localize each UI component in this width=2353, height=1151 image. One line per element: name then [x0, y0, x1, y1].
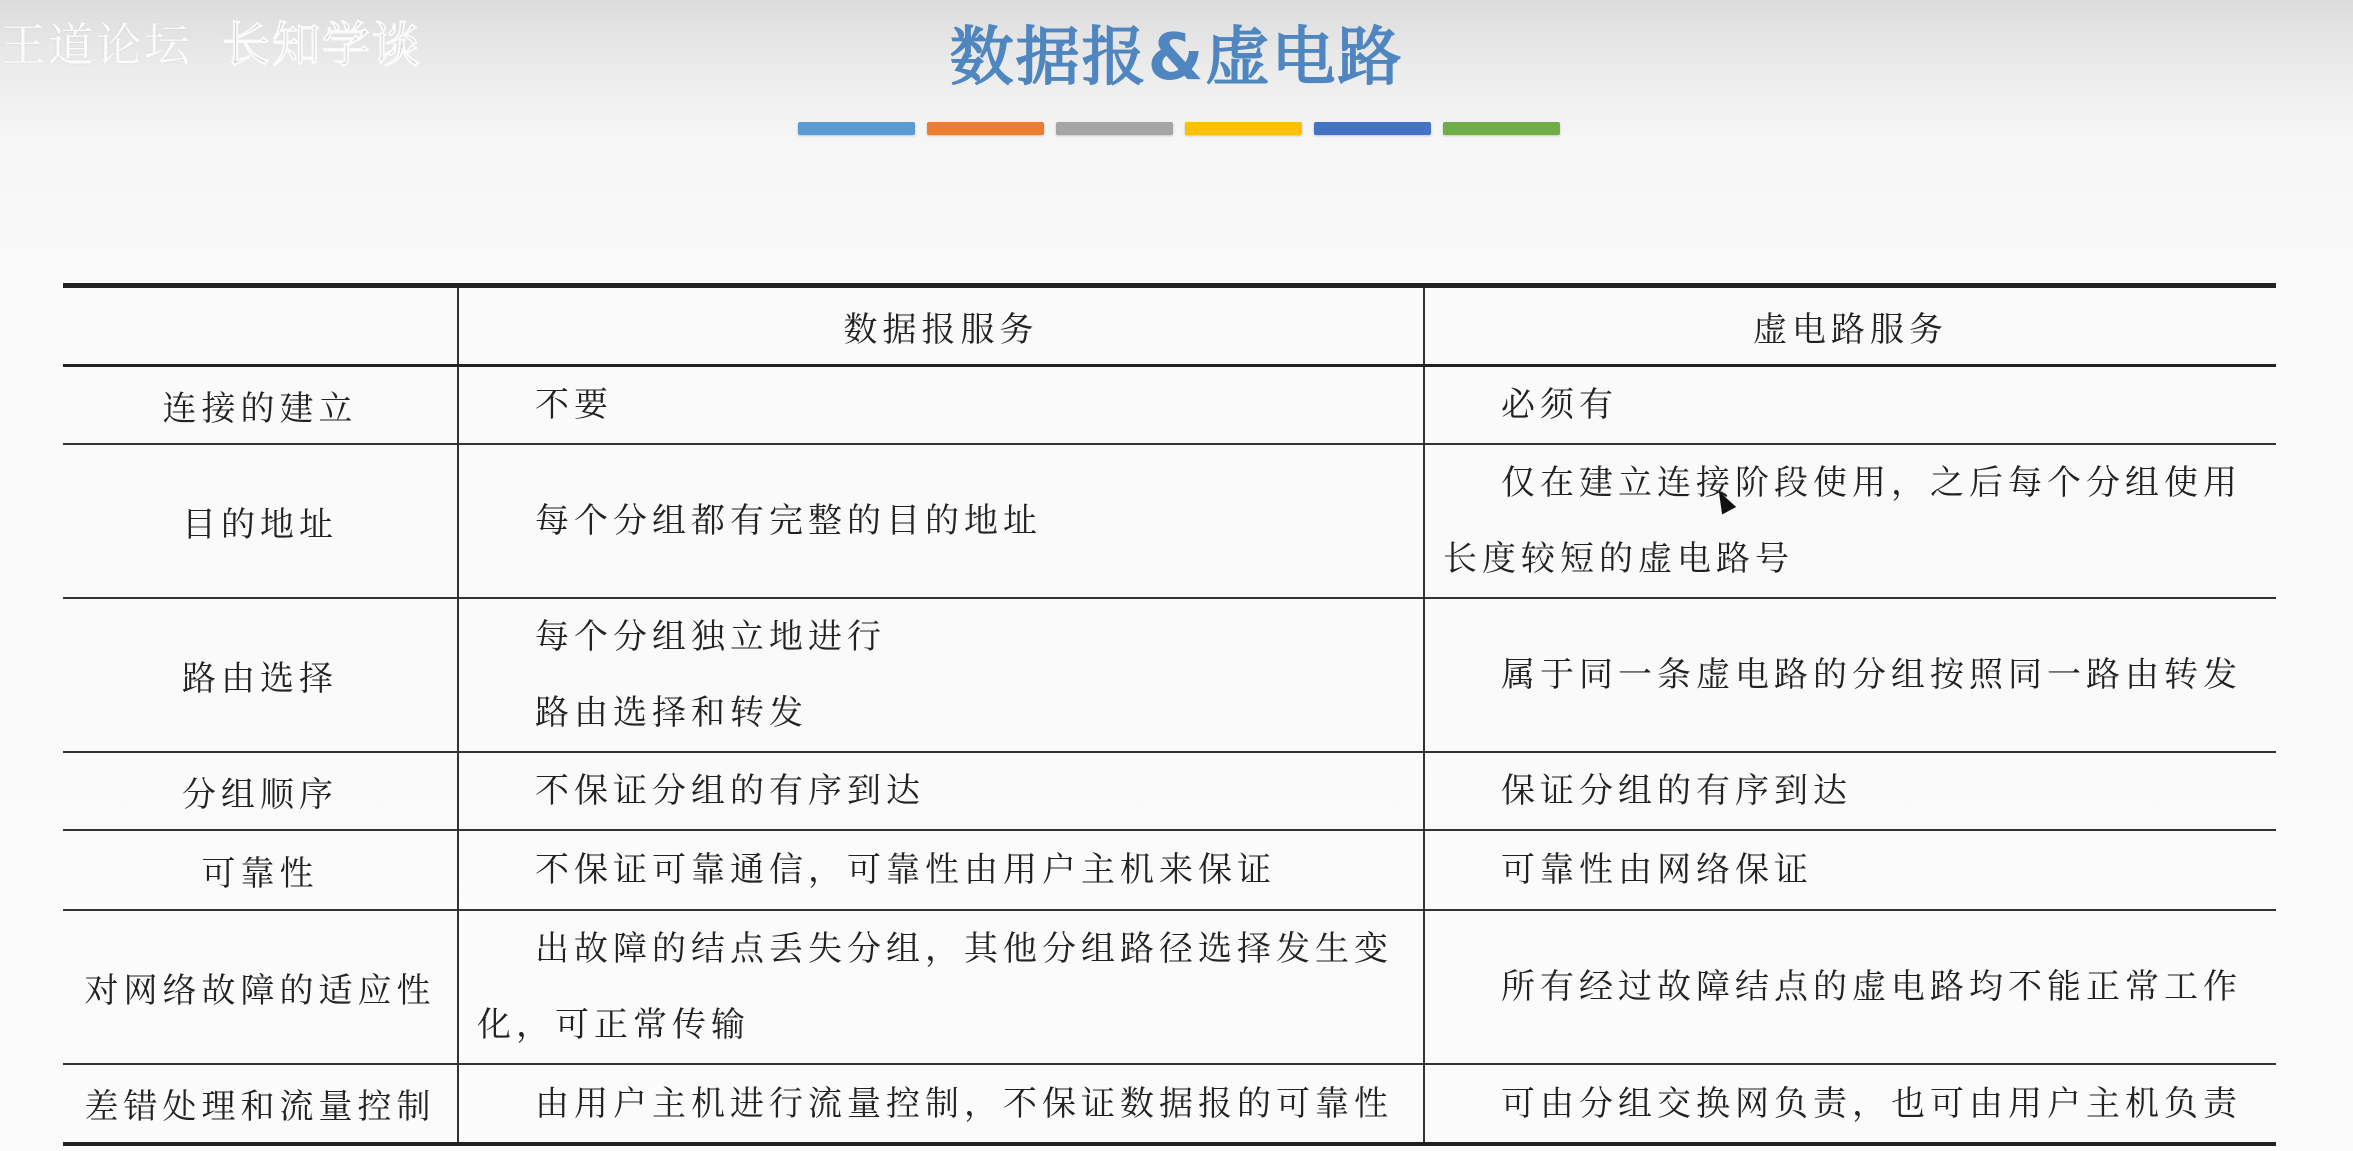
cell-line: 保证分组的有序到达	[1501, 771, 1852, 811]
row-label: 目的地址	[63, 444, 458, 598]
row-label: 分组顺序	[63, 752, 458, 830]
cell-line: 仅在建立连接阶段使用，之后每个分组使用	[1501, 463, 2242, 503]
table-row	[63, 830, 2276, 910]
cell-line: 不保证分组的有序到达	[535, 771, 925, 811]
table-row	[63, 444, 2276, 598]
virtual-circuit-cell	[1424, 366, 2276, 445]
row-label: 对网络故障的适应性	[63, 910, 458, 1064]
color-bar-segment	[1185, 122, 1302, 135]
cell-line: 路由选择和转发	[535, 693, 808, 733]
table-row	[63, 752, 2276, 830]
cell-line: 属于同一条虚电路的分组按照同一路由转发	[1501, 655, 2242, 695]
datagram-cell	[458, 910, 1424, 1064]
watermark-text: 王道论坛	[0, 18, 192, 72]
cell-line: 不保证可靠通信，可靠性由用户主机来保证	[535, 850, 1276, 890]
virtual-circuit-cell	[1424, 830, 2276, 910]
datagram-cell	[458, 444, 1424, 598]
virtual-circuit-cell	[1424, 444, 2276, 598]
table-row	[63, 910, 2276, 1064]
virtual-circuit-cell	[1424, 910, 2276, 1064]
color-bar-segment	[798, 122, 915, 135]
table-row	[63, 1064, 2276, 1144]
watermark-logo: 长知学谈	[222, 17, 423, 73]
datagram-cell	[458, 830, 1424, 910]
cell-line: 可由分组交换网负责，也可由用户主机负责	[1501, 1083, 2242, 1124]
page-title: 数据报&虚电路	[949, 21, 1404, 95]
color-bar-segment	[1314, 122, 1431, 135]
virtual-circuit-cell	[1424, 598, 2276, 752]
row-label: 连接的建立	[63, 366, 458, 445]
color-bar-segment	[927, 122, 1044, 135]
cell-line: 不要	[535, 385, 613, 425]
cell-line: 长度较短的虚电路号	[1443, 539, 1794, 579]
table-row	[63, 366, 2276, 445]
table-header-row	[63, 286, 2276, 366]
header-cell-virtual-circuit: 虚电路服务	[1424, 286, 2276, 366]
row-label: 可靠性	[63, 830, 458, 910]
cell-line: 出故障的结点丢失分组，其他分组路径选择发生变	[535, 929, 1393, 969]
comparison-table	[63, 283, 2276, 1146]
cell-line: 所有经过故障结点的虚电路均不能正常工作	[1501, 967, 2242, 1007]
cell-line: 每个分组独立地进行	[535, 617, 886, 657]
datagram-cell	[458, 752, 1424, 830]
row-label: 路由选择	[63, 598, 458, 752]
cell-line: 由用户主机进行流量控制，不保证数据报的可靠性	[535, 1083, 1393, 1124]
table-row	[63, 598, 2276, 752]
datagram-cell	[458, 1064, 1424, 1144]
header-cell-datagram: 数据报服务	[458, 286, 1424, 366]
cell-line: 化，可正常传输	[477, 1005, 750, 1045]
cell-line: 必须有	[1501, 385, 1618, 425]
datagram-cell	[458, 598, 1424, 752]
color-bar	[798, 122, 1560, 135]
color-bar-segment	[1443, 122, 1560, 135]
cell-line: 可靠性由网络保证	[1501, 850, 1813, 890]
header-cell-empty	[63, 286, 458, 366]
virtual-circuit-cell	[1424, 752, 2276, 830]
color-bar-segment	[1056, 122, 1173, 135]
row-label: 差错处理和流量控制	[63, 1064, 458, 1144]
cell-line: 每个分组都有完整的目的地址	[535, 501, 1042, 541]
virtual-circuit-cell	[1424, 1064, 2276, 1144]
datagram-cell	[458, 366, 1424, 445]
